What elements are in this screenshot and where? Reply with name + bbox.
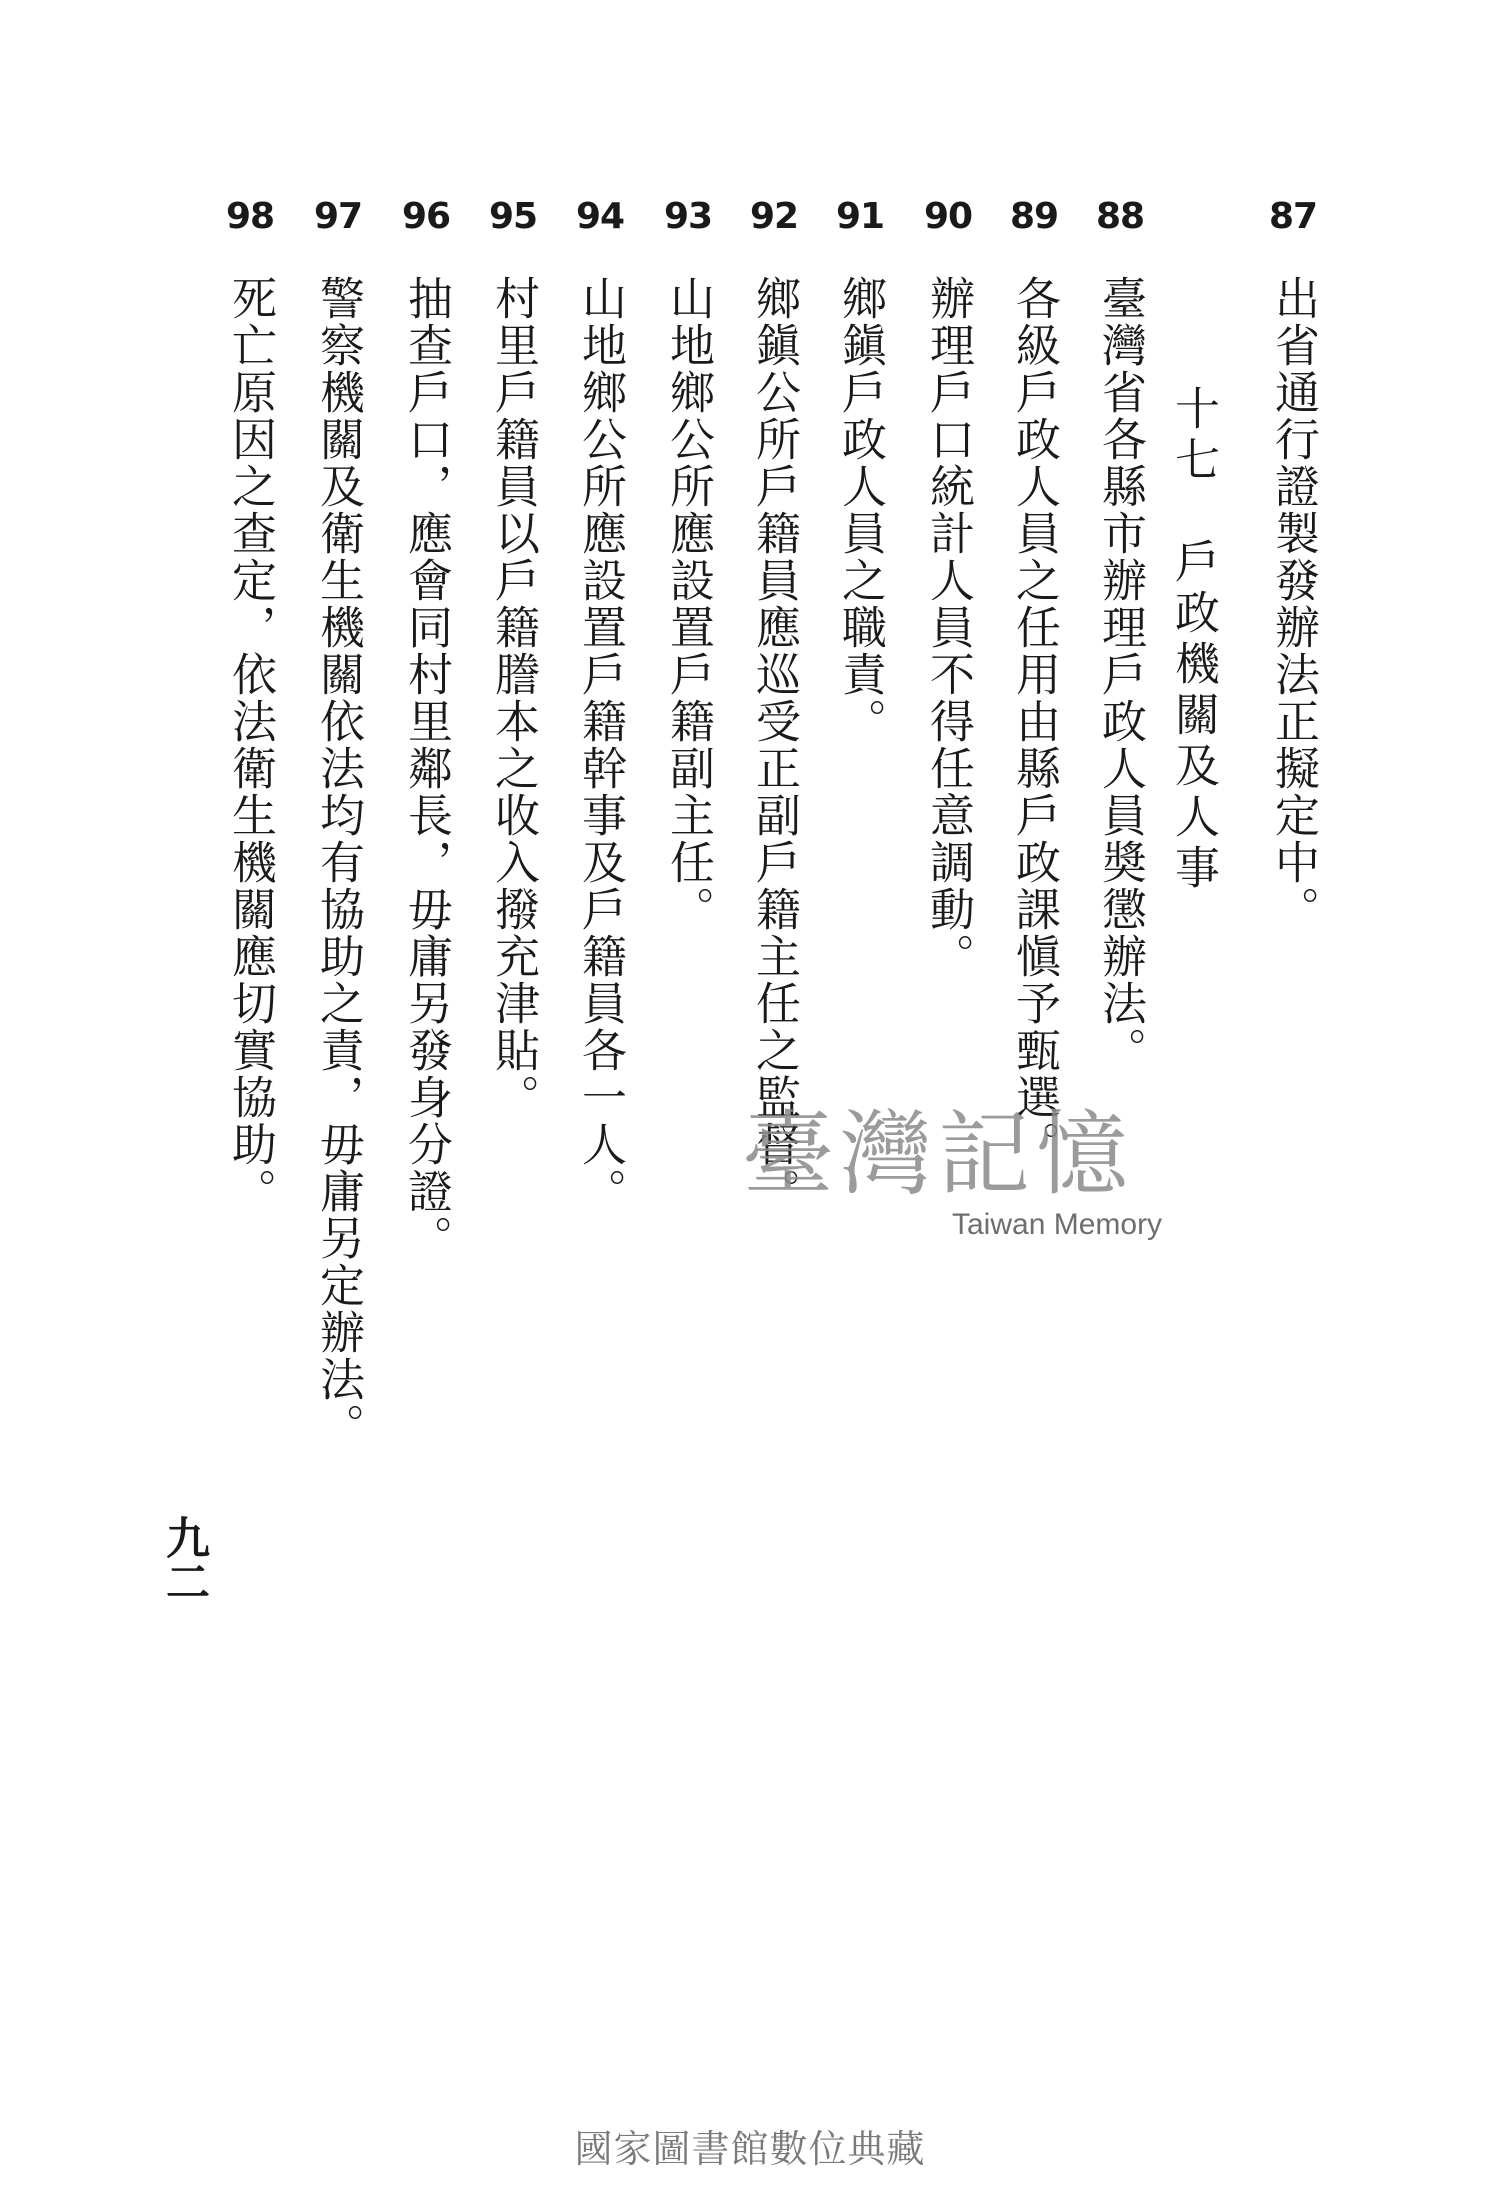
item-number: 96	[401, 196, 451, 237]
page-number: 九二	[158, 1515, 209, 1603]
item-number: 98	[225, 196, 275, 237]
list-item	[1265, 195, 1321, 933]
item-number: 93	[663, 196, 713, 237]
item-text: 辦理戶口統計人員不得任意調動。	[922, 275, 975, 980]
item-number: 90	[923, 196, 973, 237]
item-number: 94	[575, 196, 625, 237]
item-number: 87	[1268, 196, 1318, 237]
item-text: 鄉鎭公所戶籍員應巡受正副戶籍主任之監督。	[748, 275, 801, 1215]
item-text: 死亡原因之查定，依法衛生機關應切實協助。	[224, 275, 277, 1215]
list-item	[398, 195, 454, 1262]
list-item	[310, 195, 366, 1450]
item-text: 村里戶籍員以戶籍謄本之收入撥充津貼。	[487, 275, 540, 1121]
item-text: 山地鄉公所應設置戶籍副主任。	[662, 275, 715, 933]
item-number: 88	[1095, 196, 1145, 237]
item-text: 各級戶政人員之任用由縣戶政課愼予甄選。	[1008, 275, 1061, 1168]
list-item	[832, 195, 888, 745]
list-item	[572, 195, 628, 1215]
list-item	[1092, 195, 1148, 1074]
item-number: 92	[749, 196, 799, 237]
item-number: 95	[488, 196, 538, 237]
item-text: 警察機關及衛生機關依法均有協助之責，毋庸另定辦法。	[312, 275, 365, 1450]
item-text: 抽查戶口，應會同村里鄰長，毋庸另發身分證。	[400, 275, 453, 1262]
list-item	[920, 195, 976, 980]
section-heading: 十七 戶政機關及人事	[1167, 385, 1220, 895]
item-number: 91	[835, 196, 885, 237]
list-item	[1006, 195, 1062, 1168]
item-text: 臺灣省各縣市辦理戶政人員奬懲辦法。	[1094, 275, 1147, 1074]
item-text: 出省通行證製發辦法正擬定中。	[1267, 275, 1320, 933]
item-text: 山地鄉公所應設置戶籍幹事及戶籍員各一人。	[574, 275, 627, 1215]
list-item	[746, 195, 802, 1215]
item-text: 鄉鎭戶政人員之職責。	[834, 275, 887, 745]
watermark-english: Taiwan Memory	[952, 1208, 1163, 1241]
item-number: 97	[313, 196, 363, 237]
list-item	[222, 195, 278, 1215]
watermark-chinese: 臺灣記憶	[742, 1101, 1135, 1208]
watermark-logo	[742, 1100, 1212, 1250]
list-item	[485, 195, 541, 1121]
list-item	[660, 195, 716, 933]
footer-caption: 國家圖書館數位典藏	[574, 2127, 926, 2171]
item-number: 89	[1009, 196, 1059, 237]
